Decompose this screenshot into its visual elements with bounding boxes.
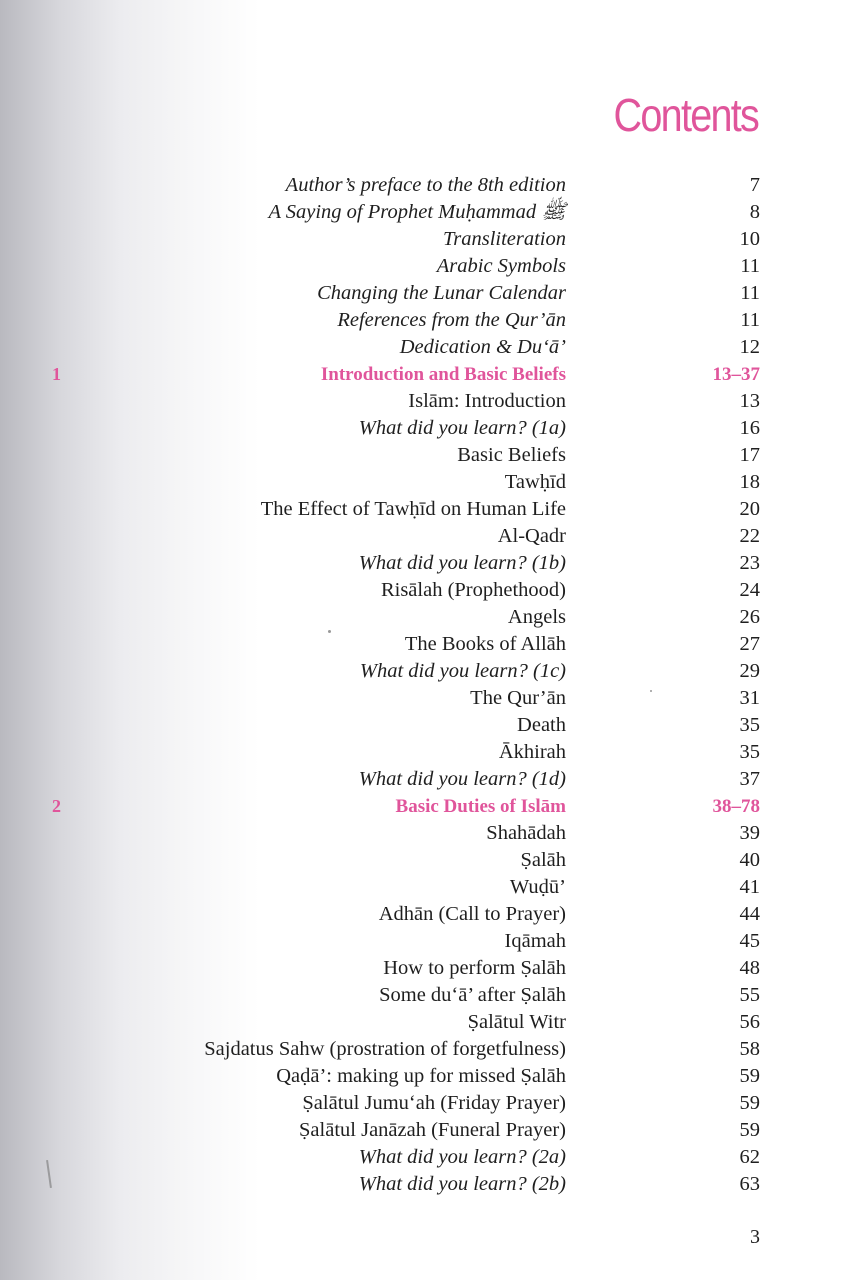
- toc-entry-row: [0, 334, 853, 361]
- toc-entry-row: [0, 199, 853, 226]
- entry-page: 59: [739, 1092, 760, 1114]
- entry-page: 44: [739, 903, 760, 925]
- toc-entry-row: [0, 226, 853, 253]
- entry-page: 11: [740, 309, 760, 331]
- entry-page: 22: [739, 525, 760, 547]
- entry-title: What did you learn? (1c): [359, 660, 566, 682]
- entry-title: Introduction and Basic Beliefs: [320, 364, 566, 385]
- entry-title: The Qur’ān: [470, 687, 566, 709]
- toc-entry-row: [0, 1144, 853, 1171]
- table-of-contents: [0, 172, 853, 1198]
- entry-title: Islām: Introduction: [408, 390, 566, 412]
- entry-page: 48: [739, 957, 760, 979]
- toc-entry-row: [0, 1090, 853, 1117]
- toc-entry-row: [0, 307, 853, 334]
- entry-page: 18: [739, 471, 760, 493]
- entry-page: 11: [740, 282, 760, 304]
- entry-page: 35: [739, 741, 760, 763]
- toc-entry-row: [0, 874, 853, 901]
- entry-page: 35: [739, 714, 760, 736]
- entry-title: Wuḍū’: [509, 876, 566, 898]
- entry-title: What did you learn? (1b): [358, 552, 566, 574]
- toc-entry-row: [0, 901, 853, 928]
- entry-title: Ṣalātul Witr: [467, 1011, 566, 1033]
- toc-chapter-row: [0, 793, 853, 820]
- entry-title: Shahādah: [486, 822, 566, 844]
- entry-page: 58: [739, 1038, 760, 1060]
- entry-page: 31: [739, 687, 760, 709]
- toc-entry-row: [0, 1117, 853, 1144]
- entry-page: 17: [739, 444, 760, 466]
- entry-title: Dedication & Du‘ā’: [399, 336, 566, 358]
- entry-page: 37: [739, 768, 760, 790]
- entry-title: What did you learn? (1d): [358, 768, 566, 790]
- toc-entry-row: [0, 1009, 853, 1036]
- entry-title: What did you learn? (1a): [358, 417, 566, 439]
- page-number: 3: [750, 1226, 760, 1248]
- toc-entry-row: [0, 820, 853, 847]
- entry-page: 45: [739, 930, 760, 952]
- entry-page: 59: [739, 1065, 760, 1087]
- entry-title: Basic Beliefs: [457, 444, 566, 466]
- entry-title: A Saying of Prophet Muḥammad ﷺ: [268, 201, 566, 223]
- entry-title: Angels: [507, 606, 566, 628]
- paper-speck: [328, 630, 331, 633]
- toc-entry-row: [0, 280, 853, 307]
- entry-page: 26: [739, 606, 760, 628]
- toc-entry-row: [0, 982, 853, 1009]
- entry-page: 40: [739, 849, 760, 871]
- entry-page: 13–37: [712, 364, 760, 385]
- toc-entry-row: [0, 739, 853, 766]
- entry-page: 39: [739, 822, 760, 844]
- toc-entry-row: [0, 685, 853, 712]
- entry-page: 8: [749, 201, 760, 223]
- toc-chapter-row: [0, 361, 853, 388]
- entry-title: What did you learn? (2a): [358, 1146, 566, 1168]
- entry-title: What did you learn? (2b): [358, 1173, 566, 1195]
- entry-title: References from the Qur’ān: [337, 309, 566, 331]
- chapter-number: 1: [52, 364, 61, 384]
- toc-entry-row: [0, 523, 853, 550]
- entry-title: Ṣalātul Jumu‘ah (Friday Prayer): [302, 1092, 566, 1114]
- entry-title: The Books of Allāh: [404, 633, 566, 655]
- page-title: Contents: [613, 89, 758, 141]
- entry-page: 12: [739, 336, 760, 358]
- entry-page: 7: [749, 174, 760, 196]
- entry-page: 41: [739, 876, 760, 898]
- toc-entry-row: [0, 253, 853, 280]
- paper-speck: [650, 690, 652, 692]
- toc-entry-row: [0, 415, 853, 442]
- entry-title: Risālah (Prophethood): [380, 579, 566, 601]
- entry-title: Ṣalāh: [520, 849, 566, 871]
- toc-entry-row: [0, 766, 853, 793]
- toc-entry-row: [0, 847, 853, 874]
- toc-entry-row: [0, 1063, 853, 1090]
- entry-title: Changing the Lunar Calendar: [317, 282, 566, 304]
- toc-entry-row: [0, 658, 853, 685]
- chapter-number: 2: [52, 796, 61, 816]
- entry-title: Qaḍā’: making up for missed Ṣalāh: [276, 1065, 566, 1087]
- toc-entry-row: [0, 955, 853, 982]
- entry-title: Author’s preface to the 8th edition: [285, 174, 566, 196]
- toc-entry-row: [0, 469, 853, 496]
- entry-title: Death: [517, 714, 566, 736]
- entry-title: Some du‘ā’ after Ṣalāh: [379, 984, 566, 1006]
- toc-entry-row: [0, 631, 853, 658]
- toc-entry-row: [0, 550, 853, 577]
- entry-page: 13: [739, 390, 760, 412]
- toc-entry-row: [0, 1171, 853, 1198]
- entry-page: 29: [739, 660, 760, 682]
- entry-title: Ākhirah: [498, 741, 566, 763]
- entry-title: Basic Duties of Islām: [395, 796, 566, 817]
- entry-page: 10: [739, 228, 760, 250]
- toc-entry-row: [0, 442, 853, 469]
- entry-title: How to perform Ṣalāh: [383, 957, 566, 979]
- entry-page: 62: [739, 1146, 760, 1168]
- entry-page: 38–78: [712, 796, 760, 817]
- entry-page: 24: [739, 579, 760, 601]
- entry-title: Transliteration: [442, 228, 566, 250]
- entry-page: 63: [739, 1173, 760, 1195]
- entry-title: Adhān (Call to Prayer): [378, 903, 566, 925]
- entry-title: The Effect of Tawḥīd on Human Life: [260, 498, 566, 520]
- entry-title: Al-Qadr: [497, 525, 566, 547]
- entry-title: Iqāmah: [504, 930, 566, 952]
- entry-page: 27: [739, 633, 760, 655]
- toc-entry-row: [0, 712, 853, 739]
- entry-title: Arabic Symbols: [436, 255, 566, 277]
- toc-entry-row: [0, 604, 853, 631]
- entry-title: Tawḥīd: [504, 471, 566, 493]
- toc-entry-row: [0, 928, 853, 955]
- toc-entry-row: [0, 172, 853, 199]
- toc-entry-row: [0, 496, 853, 523]
- entry-page: 56: [739, 1011, 760, 1033]
- entry-page: 55: [739, 984, 760, 1006]
- toc-entry-row: [0, 1036, 853, 1063]
- entry-page: 16: [739, 417, 760, 439]
- toc-entry-row: [0, 577, 853, 604]
- entry-page: 23: [739, 552, 760, 574]
- entry-page: 59: [739, 1119, 760, 1141]
- entry-page: 11: [740, 255, 760, 277]
- toc-entry-row: [0, 388, 853, 415]
- entry-title: Sajdatus Sahw (prostration of forgetfulness): [204, 1038, 566, 1060]
- entry-page: 20: [739, 498, 760, 520]
- entry-title: Ṣalātul Janāzah (Funeral Prayer): [299, 1119, 566, 1141]
